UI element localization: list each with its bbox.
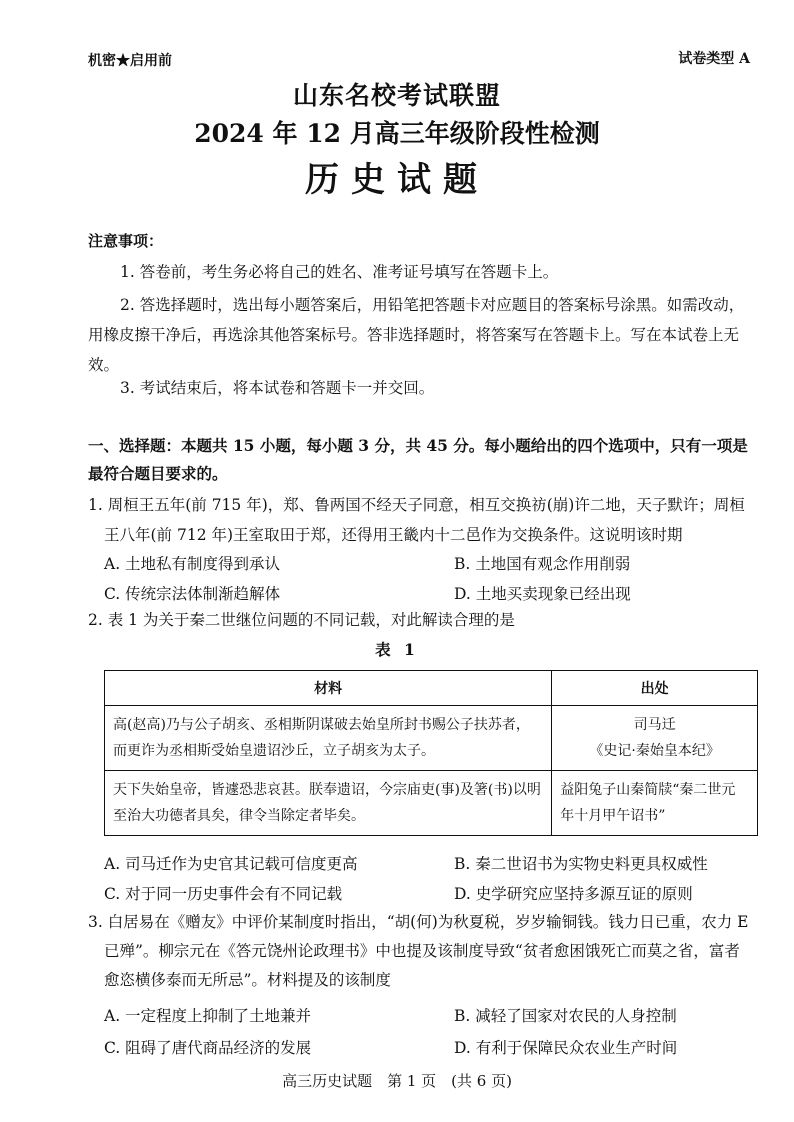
table-row xyxy=(105,706,758,771)
table-cell-source xyxy=(552,706,758,771)
section-title: 一、选择题：本题共 15 小题，每小题 3 分，共 45 分。每小题给出的四个选项中，只有一项是最符合题目要求的。 xyxy=(88,436,748,483)
question-2-option-c: C. 对于同一历史事件会有不同记载 xyxy=(104,885,343,903)
notes-heading: 注意事项： xyxy=(88,232,164,250)
question-1-option-a: A. 土地私有制度得到承认 xyxy=(104,555,281,573)
subject-title: 历史试题 xyxy=(305,160,489,200)
question-2-option-d: D. 史学研究应坚持多源互证的原则 xyxy=(454,885,693,903)
confidential-label: 机密★启用前 xyxy=(88,53,172,69)
table-header-material: 材料 xyxy=(105,671,552,706)
table-header-source: 出处 xyxy=(552,671,758,706)
question-3-option-d: D. 有利于保障民众农业生产时间 xyxy=(454,1039,678,1057)
source-book: 《史记·秦始皇本纪》 xyxy=(589,743,720,759)
note-item-1: 1. 答卷前，考生务必将自己的姓名、准考证号填写在答题卡上。 xyxy=(120,263,559,281)
source-author: 司马迁 xyxy=(633,717,676,733)
table-row xyxy=(105,771,758,836)
page-footer: 高三历史试题 第 1 页 (共 6 页) xyxy=(282,1072,512,1090)
question-3-stem: 3. 白居易在《赠友》中评价某制度时指出，“胡(何)为秋夏税，岁岁输铜钱。钱力日已重，农力 E已殚”。柳宗元在《答元饶州论政理书》中也提及该制度导致“贫者愈困饿死亡而莫之省，富者愈恣横侈泰而无所忌”。材料提及的该制度 xyxy=(88,913,749,989)
question-2-stem: 2. 表 1 为关于秦二世继位问题的不同记载，对此解读合理的是 xyxy=(88,611,515,629)
question-1-option-b: B. 土地国有观念作用削弱 xyxy=(454,555,631,573)
question-1-option-d: D. 土地买卖现象已经出现 xyxy=(454,585,631,603)
question-2-option-a: A. 司马迁作为史官其记载可信度更高 xyxy=(104,855,358,873)
org-title: 山东名校考试联盟 xyxy=(292,81,501,110)
note-item-2: 2. 答选择题时，选出每小题答案后，用铅笔把答题卡对应题目的答案标号涂黑。如需改动，用橡皮擦干净后，再选涂其他答案标号。答非选择题时，将答案写在答题卡上。写在本试卷上无效。 xyxy=(88,296,745,374)
table-caption: 表 1 xyxy=(375,640,419,659)
exam-title: 2024 年 12 月高三年级阶段性检测 xyxy=(194,119,600,148)
table-header-row xyxy=(105,671,758,706)
source-table xyxy=(104,670,758,836)
question-3-option-a: A. 一定程度上抑制了土地兼并 xyxy=(104,1007,312,1025)
paper-type-label: 试卷类型 A xyxy=(678,51,750,67)
table-cell-source: 益阳兔子山秦简牍“秦二世元年十月甲午诏书” xyxy=(552,771,758,836)
question-2-option-b: B. 秦二世诏书为实物史料更具权威性 xyxy=(454,855,708,873)
question-1-option-c: C. 传统宗法体制渐趋解体 xyxy=(104,585,281,603)
question-3-option-b: B. 减轻了国家对农民的人身控制 xyxy=(454,1007,677,1025)
table-cell-material: 高(赵高)乃与公子胡亥、丞相斯阴谋破去始皇所封书赐公子扶苏者，而更诈为丞相斯受始皇遗诏沙丘，立子胡亥为太子。 xyxy=(105,706,552,771)
table-cell-material: 天下失始皇帝，皆遽恐悲哀甚。朕奉遗诏，今宗庙吏(事)及箸(书)以明至治大功德者具矣，律令当除定者毕矣。 xyxy=(105,771,552,836)
question-1-stem: 1. 周桓王五年(前 715 年)，郑、鲁两国不经天子同意，相互交换祊(崩)许二地，天子默许；周桓王八年(前 712 年)王室取田于郑，还得用王畿内十二邑作为交换条件。这说明该时期 xyxy=(88,496,745,544)
question-3-option-c: C. 阻碍了唐代商品经济的发展 xyxy=(104,1039,312,1057)
note-item-3: 3. 考试结束后，将本试卷和答题卡一并交回。 xyxy=(120,379,435,397)
